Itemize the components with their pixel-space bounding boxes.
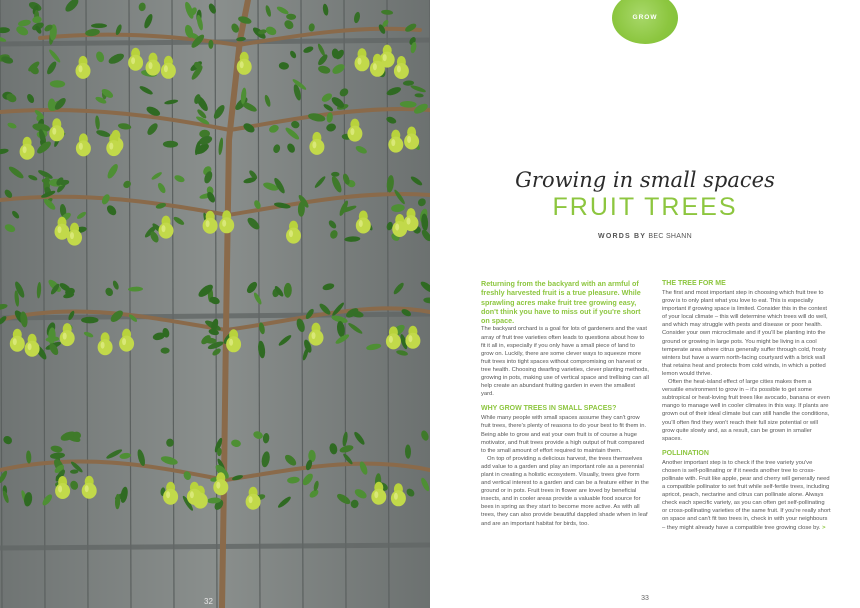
section-heading: POLLINATION <box>662 449 709 457</box>
section-heading: THE TREE FOR ME <box>662 280 726 287</box>
body-paragraph: On top of providing a delicious harvest, the trees themselves add value to a garden and play an important role as a perennial plant in creating a holistic ecosystem. Visually, trees give form and vertical interest to a garden and can be a feature either in the ground or in pots. Fruit trees in flower are loved by beneficial insects, and in cooler areas provide a valuable food source for bees in spring as they start to become more active. As with all trees, they can also provide beautiful dappled shade when in leaf and are an important habitat for birds, too. <box>481 455 649 527</box>
byline-author: BEC SHANN <box>648 233 692 240</box>
article-kicker: Growing in small spaces <box>515 168 775 192</box>
body-text: Another important step is to check if the tree variety you've chosen is self-pollinating or if it needs another tree to cross-pollinate with. Fruit like apple, pear and cherry will generally need a compatible pollinator to set fruit while self-fertile trees, including apricot, peach, nectarine and citrus can pollinate alone. Always check each specific variety, as you can often get self-pollinating or cross-pollinating varieties of the same fruit. If you're really short on space and can't fit two trees in, check in with your neighbours – they might already have a compatible tree growing close by. <box>662 459 831 531</box>
article-title: FRUIT TREES <box>552 193 738 221</box>
body-paragraph <box>662 459 831 532</box>
continue-arrow-icon: > <box>822 524 826 531</box>
section-badge-label: GROW <box>632 14 658 21</box>
byline <box>430 233 860 240</box>
body-paragraph: The first and most important step in choosing which fruit tree to grow is to only plant what you love to eat. This is especially important if growing space is limited. Consider this in the context of your local climate – this will determine which trees will do well, and which may struggle with pests and disease or poor health. Consider your own microclimate and if you'll be planting into the ground or growing in large pots. You might be living in a cool temperate area where citrus generally suffer through cold, frosty winters but have a warm north-facing courtyard with a brick wall that retains heat and protects from cold winds, in which a potted lemon would thrive. <box>662 290 828 377</box>
left-page-number: 32 <box>204 597 213 606</box>
body-paragraph: Often the heat-island effect of large cities makes them a versatile environment to grow in – it's possible to get some subtropical or heat-loving fruit trees like avocado, banana or even mango to manage well in cooler climates in this way. If plants are grown out of their ideal climate but can still handle the conditions, you'll often find they won't reach their full size potential or will grow quite slowly and, as a result, can be grown in smaller spaces. <box>662 379 830 442</box>
body-paragraph: While many people with small spaces assume they can't grow fruit trees, there's plenty of reasons to do your best to fit them in. Being able to grow and eat your own fruit is of course a huge motivator, and fruit trees provide a high output of fruit compared to the small amount of effort required to maintain them. <box>481 415 647 454</box>
byline-label: WORDS BY <box>598 233 647 240</box>
article-column-left <box>481 279 649 528</box>
article-column-right <box>662 279 831 532</box>
body-paragraph: The backyard orchard is a goal for lots of gardeners and the vast array of fruit tree varieties often leads to questions about how to fit it all in, especially if you only have a small piece of land to grow on. Luckily, there are some clever ways to squeeze more fruit trees into tight spaces without compromising on harvest or tree health. Choosing dwarfing varieties, clever planting methods, growing in pots, making use of vertical space and trellising can all help create an abundant fruiting garden in even the smallest yard. <box>481 326 649 398</box>
section-heading: WHY GROW TREES IN SMALL SPACES? <box>481 405 617 413</box>
lede-paragraph: Returning from the backyard with an armful of freshly harvested fruit is a true pleasure. While sprawling acres make fruit tree growing easy, don't think you have to miss out if you're short on space. <box>481 279 641 326</box>
section-badge <box>612 0 678 44</box>
right-page-number: 33 <box>641 595 649 602</box>
article-page <box>430 0 860 608</box>
